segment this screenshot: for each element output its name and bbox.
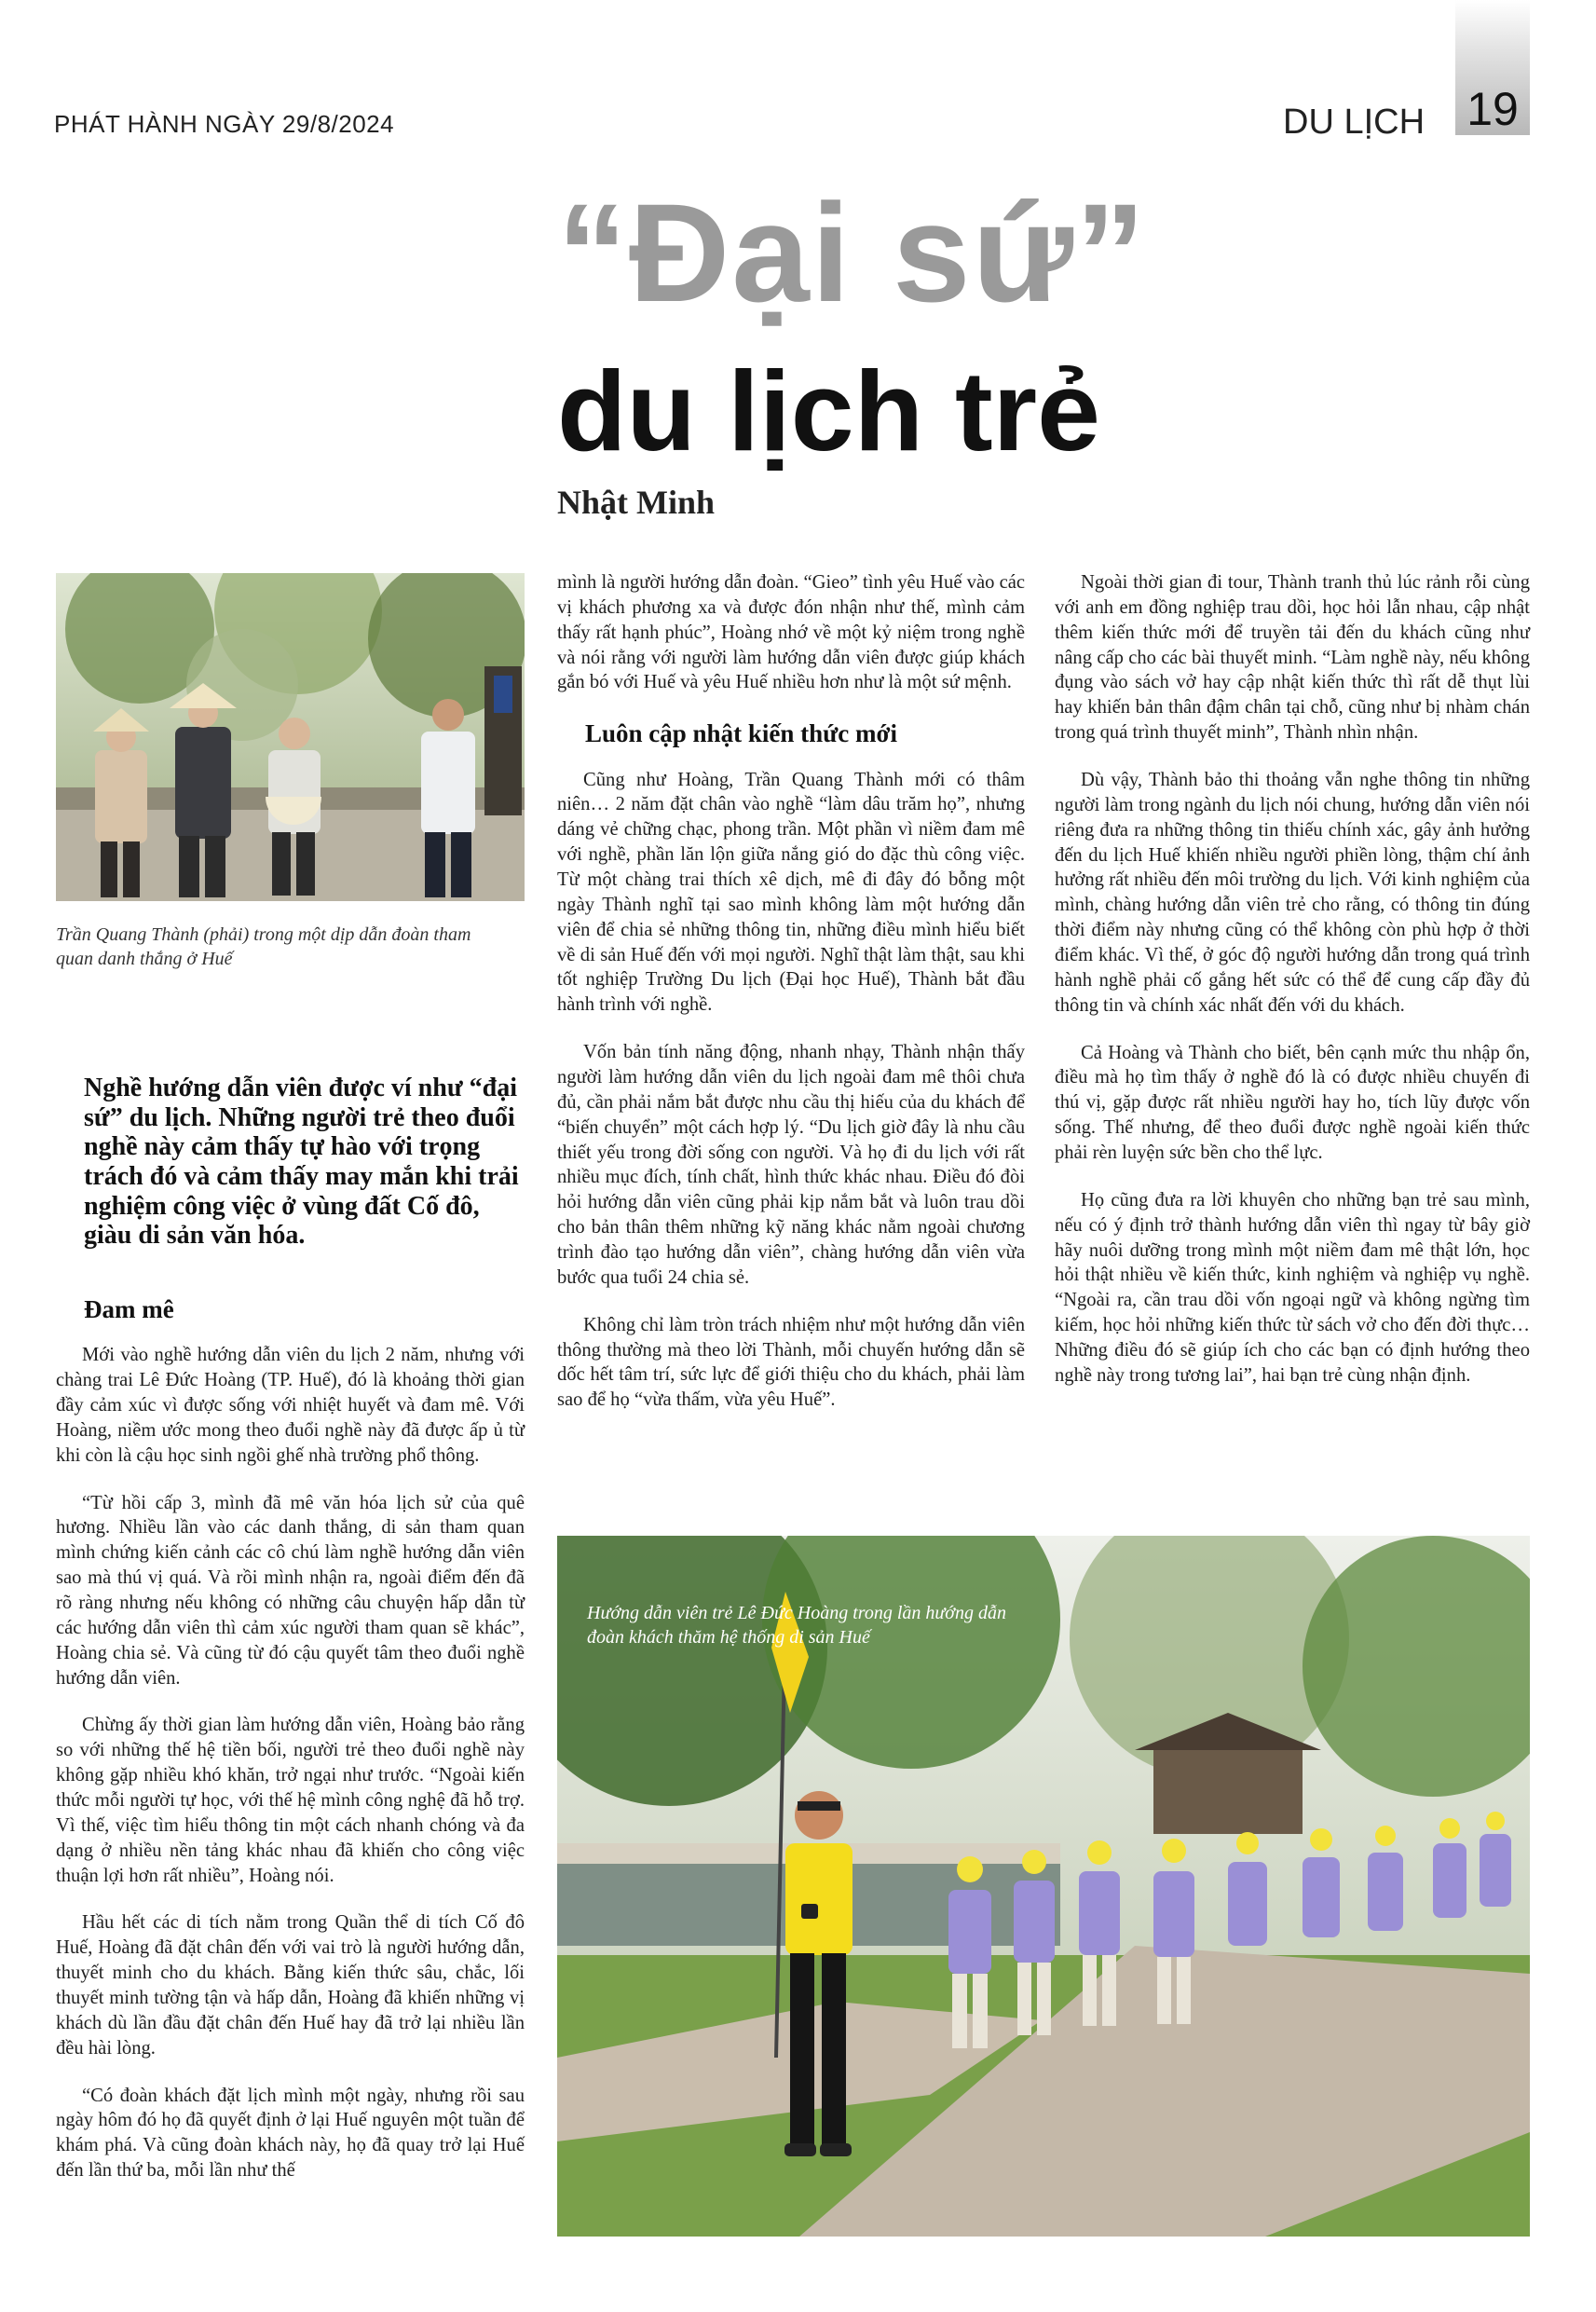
paragraph: “Từ hồi cấp 3, mình đã mê văn hóa lịch sử của quê hương. Nhiều lần vào các danh thắng, di sản tham quan mình chứng kiến cảnh các cô chú làm nghề hướng dẫn viên sao mà thú vị quá. Và rồi mình nhận ra, ngoài điểm đến đã rõ ràng nhưng nếu không có những câu chuyện hấp dẫn từ các hướng dẫn viên thì cảm xúc người tham quan sẽ khác”, Hoàng chia sẻ. Và cũng từ đó cậu quyết tâm theo đuổi nghề hướng dẫn viên. xyxy=(56,1492,525,1689)
column-2 xyxy=(557,570,1025,1435)
section-label: DU LỊCH xyxy=(1283,103,1425,142)
paragraph: Họ cũng đưa ra lời khuyên cho những bạn trẻ sau mình, nếu có ý định trở thành hướng dẫn viên thì ngay từ bây giờ hãy nuôi dưỡng trong mình một niềm đam mê thật lớn, học hỏi thật nhiều về kiến thức, kinh nghiệm và nghiệp vụ nghề. “Ngoài ra, cần trau dồi vốn ngoại ngữ và không ngừng tìm kiếm, học hỏi những kiến thức từ sách vở cho đến đời thực… Những điều đó sẽ giúp ích cho các bạn có định hướng theo nghề này trong tương lai”, hai bạn trẻ cùng nhận định. xyxy=(1055,1189,1530,1386)
photo2-caption: Hướng dẫn viên trẻ Lê Đức Hoàng trong lần hướng dẫn đoàn khách thăm hệ thống di sản Huế xyxy=(587,1603,1006,1648)
column-1 xyxy=(56,1295,525,2206)
article-lead: Nghề hướng dẫn viên được ví như “đại sứ” du lịch. Những người trẻ theo đuổi nghề này cảm thấy tự hào với trọng trách đó và cảm thấy may mắn khi trải nghiệm công việc ở vùng đất Cố đô, giàu di sản văn hóa. xyxy=(84,1074,519,1251)
paragraph: Dù vậy, Thành bảo thi thoảng vẫn nghe thông tin những người làm trong ngành du lịch nói chung, hướng dẫn viên nói riêng đưa ra những thông tin thiếu chính xác, gây ảnh hưởng đến du lịch Huế khiến nhiều người phiền lòng, thậm chí ảnh hưởng rất nhiều đến môi trường du lịch. Với kinh nghiệm của mình, chàng hướng dẫn viên trẻ cho rằng, có thông tin đúng thời điểm này nhưng cũng có thể không còn phù hợp ở thời điểm khác. Vì thế, ở góc độ người hướng dẫn trong quá trình hành nghề phải cố gắng hết sức có thể để cung cấp đầy đủ thông tin và chính xác nhất đến với du khách. xyxy=(1055,770,1530,1016)
photo1-caption: Trần Quang Thành (phải) trong một dịp dẫn đoàn tham quan danh thắng ở Huế xyxy=(56,924,471,969)
paragraph: mình là người hướng dẫn đoàn. “Gieo” tình yêu Huế vào các vị khách phương xa và được đón nhận như thế, mình cảm thấy rất hạnh phúc”, Hoàng nhớ về một kỷ niệm trong nghề và nói rằng với người làm hướng dẫn viên được giúp khách gắn bó với Huế và yêu Huế nhiều hơn như là một sứ mệnh. xyxy=(557,572,1025,693)
paragraph: Không chỉ làm tròn trách nhiệm như một hướng dẫn viên thông thường mà theo lời Thành, mỗi chuyến hướng dẫn sẽ dốc hết tâm trí, sức lực để giới thiệu cho du khách, phải làm sao để họ “vừa thấm, vừa yêu Huế”. xyxy=(557,1314,1025,1411)
subheading-dam-me: Đam mê xyxy=(84,1295,174,1323)
column-3 xyxy=(1055,570,1530,1411)
headline-line-1: “Đại sứ” xyxy=(557,174,1148,331)
paragraph: Cũng như Hoàng, Trần Quang Thành mới có thâm niên… 2 năm đặt chân vào nghề “làm dâu trăm họ”, nhưng dáng vẻ chững chạc, phong trần. Một phần vì niềm đam mê với nghề, phần lăn lộn giữa nắng gió do đặc thù công việc. Từ một chàng trai thích xê dịch, mê đi đây đó bỗng một ngày Thành nghĩ tại sao mình không làm một hướng dẫn viên để chia sẻ những thông tin, những điều mình hiểu biết về di sản Huế đến với mọi người. Nghĩ thật làm thật, sau khi tốt nghiệp Trường Du lịch (Đại học Huế), Thành bắt đầu hành trình với nghề. xyxy=(557,769,1025,1016)
paragraph: Cả Hoàng và Thành cho biết, bên cạnh mức thu nhập ổn, điều mà họ tìm thấy ở nghề đó là có được nhiều chuyến đi thú vị, gặp được rất nhiều người hay ho, tích lũy được vốn sống. Thế nhưng, để theo đuổi được nghề ngoài kiến thức phải rèn luyện sức bền cho thể lực. xyxy=(1055,1042,1530,1164)
paragraph: Vốn bản tính năng động, nhanh nhạy, Thành nhận thấy người làm hướng dẫn viên du lịch ngoài đam mê thôi chưa đủ, cần phải nắm bắt được nhu cầu thị hiếu của du khách để “biến chuyển” một cách hợp lý. “Du lịch giờ đây là nhu cầu thiết yếu trong đời sống con người. Và họ đi du lịch với rất nhiều mục đích, tính chất, hình thức khác nhau. Điều đó đòi hỏi hướng dẫn viên cũng phải kịp nắm bắt và luôn trau dồi cho bản thân thêm những kỹ năng khác nằm ngoài chương trình đào tạo hướng dẫn viên”, chàng hướng dẫn viên vừa bước qua tuổi 24 chia sẻ. xyxy=(557,1042,1025,1288)
paragraph: Ngoài thời gian đi tour, Thành tranh thủ lúc rảnh rỗi cùng với anh em đồng nghiệp trau dồi, học hỏi lẫn nhau, cập nhật thêm kiến thức mới để truyền tải đến du khách cũng như nâng cấp cho các bài thuyết minh. “Làm nghề này, nếu không đụng vào sách vở hay cập nhật kiến thức thì rất dễ thụt lùi hay khiến bản thân đậm chân tại chỗ, cũng như bị nhàm chán trong quá trình thuyết minh”, Thành nhìn nhận. xyxy=(1055,572,1530,744)
photo-guide-with-group xyxy=(56,573,525,901)
page-number: 19 xyxy=(1466,83,1519,135)
subheading-cap-nhat: Luôn cập nhật kiến thức mới xyxy=(585,719,897,748)
publication-date: PHÁT HÀNH NGÀY 29/8/2024 xyxy=(54,110,395,138)
headline-line-2: du lịch trẻ xyxy=(557,348,1100,474)
paragraph: Chừng ấy thời gian làm hướng dẫn viên, Hoàng bảo rằng so với những thế hệ tiền bối, người trẻ theo đuổi nghề này không gặp nhiều khó khăn, trở ngại như trước. “Ngoài kiến thức mỗi người tự học, với thế hệ mình công nghệ đã hỗ trợ. Vì thế, việc tìm hiểu thông tin một cách nhanh chóng và đa dạng ở nhiều nền tảng khác nhau đã khiến cho công việc thuận lợi hơn rất nhiều”, Hoàng nói. xyxy=(56,1715,525,1886)
paragraph: Mới vào nghề hướng dẫn viên du lịch 2 năm, nhưng với chàng trai Lê Đức Hoàng (TP. Huế), đó là khoảng thời gian đầy cảm xúc vì được sống với nhiệt huyết và đam mê. Với Hoàng, niềm ước mong theo đuổi nghề này đã được ấp ủ từ khi còn là cậu học sinh ngồi ghế nhà trường phổ thông. xyxy=(56,1345,525,1466)
paragraph: Hầu hết các di tích nằm trong Quần thể di tích Cố đô Huế, Hoàng đã đặt chân đến với vai trò là người hướng dẫn, thuyết minh cho du khách. Bằng kiến thức sâu, chắc, lối thuyết minh tường tận và hấp dẫn, Hoàng đã khiến những vị khách dù lần đầu đặt chân đến Huế hay đã trở lại nhiều lần đều hài lòng. xyxy=(56,1912,525,2059)
paragraph: “Có đoàn khách đặt lịch mình một ngày, nhưng rồi sau ngày hôm đó họ đã quyết định ở lại Huế nguyên một tuần để khám phá. Và cũng đoàn khách này, họ đã quay trở lại Huế đến lần thứ ba, mỗi lần như thế xyxy=(56,2085,525,2182)
author-byline: Nhật Minh xyxy=(557,484,716,521)
